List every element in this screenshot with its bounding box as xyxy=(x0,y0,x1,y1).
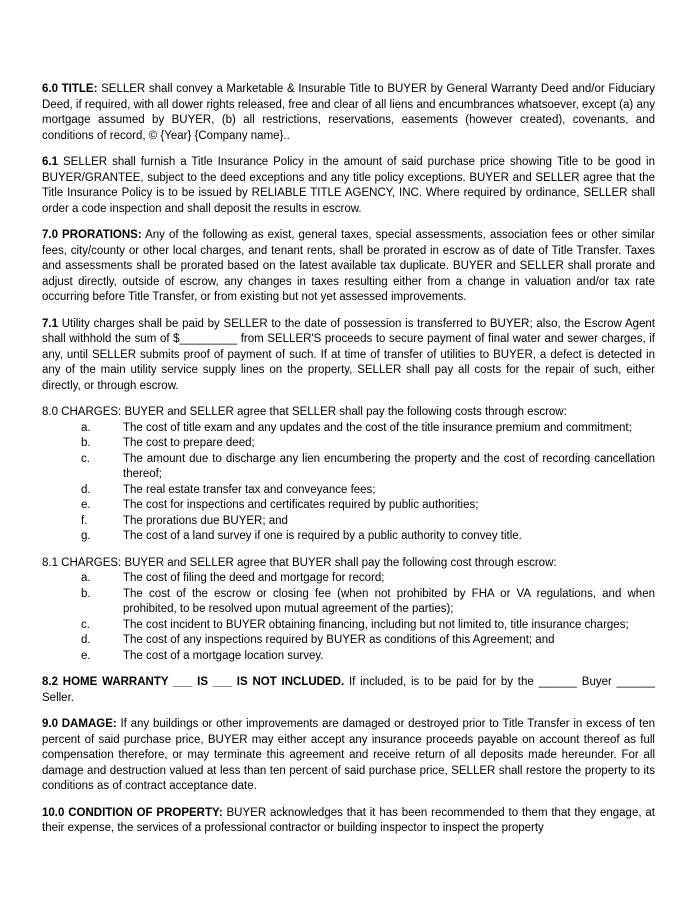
list-item-text: The cost to prepare deed; xyxy=(123,437,255,449)
section-7-0-body: Any of the following as exist, general taxes, special assessments, association fees or other similar fees, city/county or other local charges, and tenant rents, shall be prorated in escrow as of date of Title Transfer. Taxes and assessments shall be prorated based on the latest available tax duplicate. BUYER and SELLER shall prorate and adjust directly, outside of escrow, any changes in taxes resulting either from a change in valuation and/or tax rate occurring before Title Transfer, or from existing but not yet assessed improvements. xyxy=(42,229,656,303)
section-8-1-lead xyxy=(42,556,655,572)
section-9-0-body: If any buildings or other improvements are damaged or destroyed prior to Title Transfer in excess of ten percent of said purchase price, BUYER may either accept any insurance proceeds payable on account thereof as full compensation therefore, or may terminate this agreement and receive return of all deposits made hereunder. For all damage and destruction valued at less than ten percent of said purchase price, SELLER shall restore the property to its conditions as of contract acceptance date. xyxy=(42,718,656,792)
section-7-0 xyxy=(42,228,655,306)
list-item-letter: e. xyxy=(81,499,91,511)
section-10-0-body: BUYER acknowledges that it has been recommended to them that they engage, at their expense, the services of a professional contractor or building inspector to inspect the property xyxy=(42,806,655,834)
list-item-letter: f. xyxy=(81,514,88,527)
list-item-text: The cost of a mortgage location survey. xyxy=(123,649,324,662)
section-6-1-heading: 6.1 xyxy=(42,156,58,168)
list-item-text: The prorations due BUYER; and xyxy=(123,514,288,527)
list-item-text: The cost of filing the deed and mortgage for record; xyxy=(123,572,385,584)
list-item xyxy=(42,421,655,437)
list-item-letter: d. xyxy=(81,634,91,646)
section-8-1 xyxy=(42,556,655,665)
section-7-1 xyxy=(42,317,655,395)
list-item-letter: e. xyxy=(81,649,91,662)
section-6-0-heading: 6.0 TITLE: xyxy=(42,83,98,95)
list-item-letter: d. xyxy=(81,483,91,496)
list-item xyxy=(42,618,655,634)
section-8-2-body: If included, is to be paid for by the ______ Buyer ______ Seller. xyxy=(42,676,655,704)
list-item-letter: b. xyxy=(81,437,91,449)
list-item-text: The cost of a land survey if one is required by a public authority to convey title. xyxy=(123,530,522,542)
section-8-0-lead xyxy=(42,405,655,421)
section-10-0 xyxy=(42,806,655,837)
list-item-text: The cost of title exam and any updates and the cost of the title insurance premium and commitment; xyxy=(123,421,632,434)
list-item xyxy=(42,498,655,514)
list-item-text: The cost of the escrow or closing fee (when not prohibited by FHA or VA regulations, and when prohibited, to be resolved upon mutual agreement of the parties); xyxy=(123,587,655,615)
section-7-1-heading: 7.1 xyxy=(42,317,58,330)
section-8-0-heading: 8.0 CHARGES: xyxy=(42,406,122,418)
section-8-2-heading: 8.2 HOME WARRANTY ___ IS ___ IS NOT INCLUDED. xyxy=(42,676,345,688)
list-item xyxy=(42,633,655,649)
list-item-letter: g. xyxy=(81,530,91,542)
list-item-text: The cost of any inspections required by BUYER as conditions of this Agreement; and xyxy=(123,634,555,646)
section-8-0 xyxy=(42,405,655,545)
list-item xyxy=(42,571,655,587)
list-item xyxy=(42,483,655,499)
list-item-letter: c. xyxy=(81,452,90,465)
section-8-0-body: BUYER and SELLER agree that SELLER shall pay the following costs through escrow: xyxy=(124,406,567,418)
list-item-letter: c. xyxy=(81,618,90,631)
list-item-text: The real estate transfer tax and conveyance fees; xyxy=(123,483,376,496)
list-item-letter: a. xyxy=(81,421,91,434)
list-item xyxy=(42,452,655,483)
section-8-1-heading: 8.1 CHARGES: xyxy=(42,556,122,569)
section-10-0-heading: 10.0 CONDITION OF PROPERTY: xyxy=(42,806,223,819)
section-6-0-body: SELLER shall convey a Marketable & Insurable Title to BUYER by General Warranty Deed and/or Fiduciary Deed, if required, with all dower rights released, free and clear of all liens and encumbrances whatsoever, except (a) any mortgage assumed by BUYER, (b) all restrictions, reservations, easements (however created), covenants, and conditions of record, © {Year} {Company name}.. xyxy=(42,83,656,142)
list-item-text: The amount due to discharge any lien encumbering the property and the cost of recording cancellation thereof; xyxy=(123,452,655,480)
section-7-1-body: Utility charges shall be paid by SELLER to the date of possession is transferred to BUYER; also, the Escrow Agent shall withhold the sum of $_________ from SELLER'S proceeds to secure payment of final water and sewer charges, if any, until SELLER submits proof of payment of such. If at time of transfer of utilities to BUYER, a defect is detected in any of the main utility service supply lines on the property, SELLER shall pay all costs for the repair of such, either directly, or through escrow. xyxy=(42,317,656,392)
list-item xyxy=(42,649,655,665)
list-item xyxy=(42,436,655,452)
list-item-letter: b. xyxy=(81,587,91,600)
section-7-0-heading: 7.0 PRORATIONS: xyxy=(42,229,142,241)
list-item xyxy=(42,587,655,618)
section-9-0-heading: 9.0 DAMAGE: xyxy=(42,718,117,730)
section-6-1-body: SELLER shall furnish a Title Insurance Policy in the amount of said purchase price showing Title to be good in BUYER/GRANTEE, subject to the deed exceptions and any title policy exceptions. BUYER and SELLER agree that the Title Insurance Policy is to be issued by RELIABLE TITLE AGENCY, INC. Where required by ordinance, SELLER shall order a code inspection and shall deposit the results in escrow. xyxy=(42,156,655,215)
section-9-0 xyxy=(42,717,655,795)
list-item xyxy=(42,529,655,545)
list-item-letter: a. xyxy=(81,572,91,584)
list-item xyxy=(42,514,655,530)
section-6-0 xyxy=(42,82,655,144)
list-item-text: The cost incident to BUYER obtaining financing, including but not limited to, title insurance charges; xyxy=(123,618,629,631)
section-8-2 xyxy=(42,675,655,706)
list-item-text: The cost for inspections and certificates required by public authorities; xyxy=(123,499,479,511)
section-6-1 xyxy=(42,155,655,217)
section-8-1-body: BUYER and SELLER agree that BUYER shall pay the following cost through escrow: xyxy=(124,556,557,569)
